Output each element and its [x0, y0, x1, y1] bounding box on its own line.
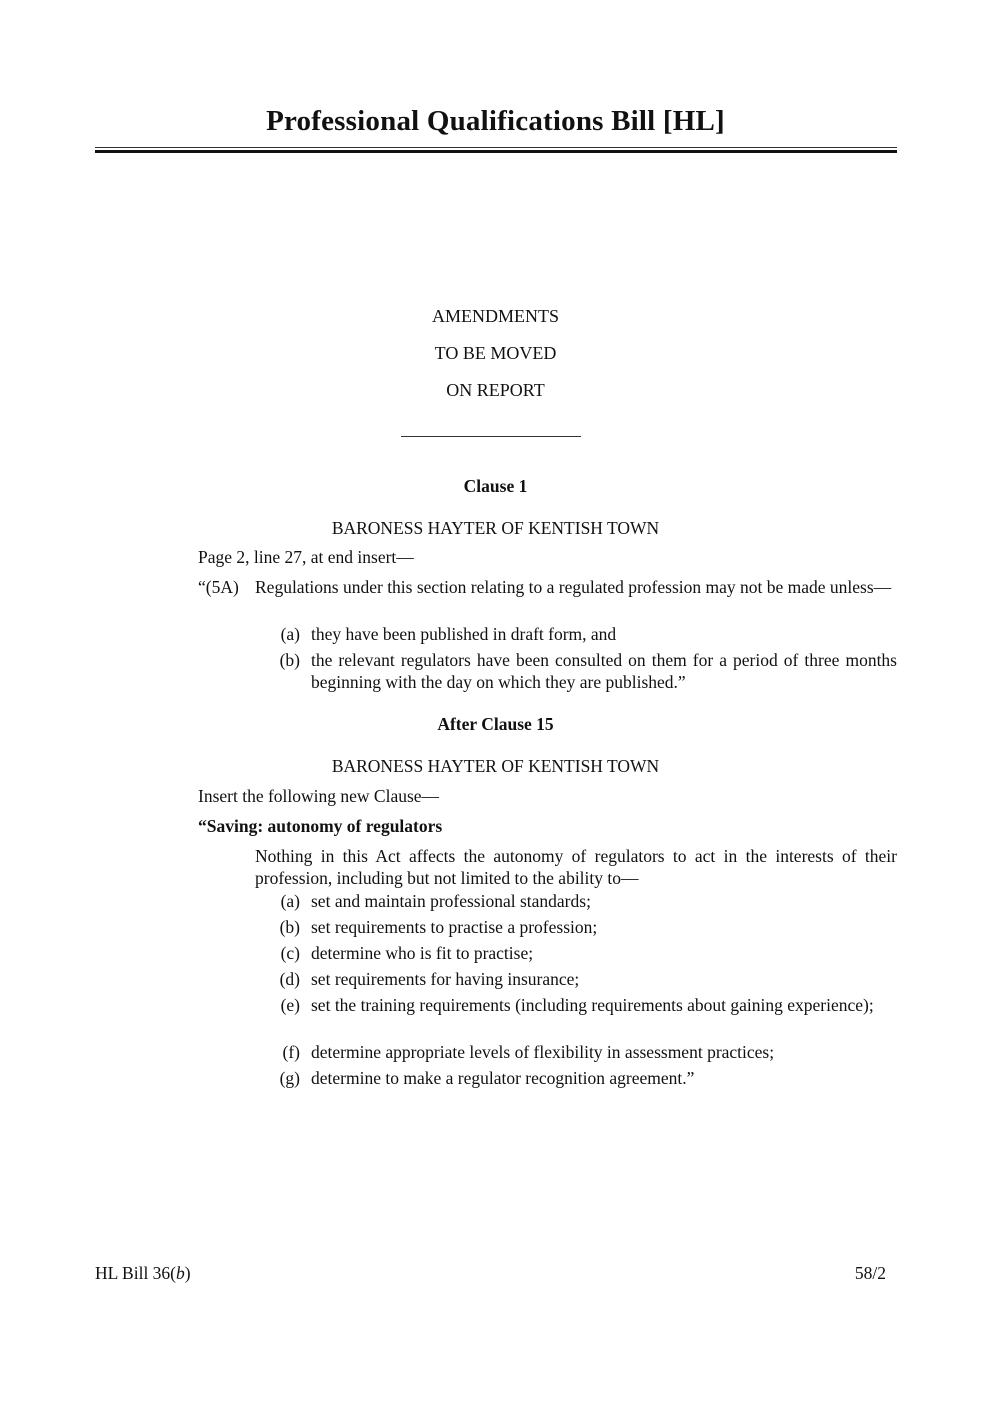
document-title: Professional Qualifications Bill [HL]: [266, 105, 725, 137]
item-label: (g): [279, 1068, 300, 1088]
item-text: determine appropriate levels of flexibility in assessment practices;: [311, 1042, 775, 1062]
new-clause-title: “Saving: autonomy of regulators: [198, 816, 443, 836]
bill-ref-italic: b: [176, 1263, 185, 1283]
member-name: BARONESS HAYTER OF KENTISH TOWN: [331, 518, 660, 538]
item-text: determine who is fit to practise;: [311, 943, 534, 963]
item-text: they have been published in draft form, and: [311, 624, 617, 644]
title-rule-thin: [95, 147, 897, 148]
item-label: (e): [280, 995, 300, 1015]
bill-ref-suffix: ): [184, 1263, 191, 1283]
bill-ref-prefix: HL Bill 36(: [95, 1263, 177, 1283]
heading-line-3: ON REPORT: [446, 380, 545, 400]
item-label: (a): [280, 891, 300, 911]
subsection-text: Regulations under this section relating to a regulated profession may not be made unless—: [255, 577, 892, 597]
section-divider: [401, 436, 581, 437]
item-label: (a): [280, 624, 300, 644]
item-label: (b): [279, 917, 300, 937]
item-text: set requirements for having insurance;: [311, 969, 580, 989]
subsection-label: “(5A): [198, 577, 239, 597]
clause-heading: Clause 1: [463, 476, 528, 496]
item-label: (b): [279, 650, 300, 670]
item-label: (c): [280, 943, 300, 963]
page-reference: 58/2: [854, 1263, 886, 1283]
member-name: BARONESS HAYTER OF KENTISH TOWN: [331, 756, 660, 776]
item-text: determine to make a regulator recognition agreement.”: [311, 1068, 695, 1088]
heading-line-1: AMENDMENTS: [431, 306, 559, 326]
bill-reference: [95, 1262, 191, 1284]
heading-line-2: TO BE MOVED: [434, 343, 557, 363]
item-text: set the training requirements (including requirements about gaining experience);: [311, 995, 874, 1015]
amendment-instruction: Page 2, line 27, at end insert—: [198, 547, 414, 567]
title-rule-thick: [95, 150, 897, 153]
item-label: (f): [282, 1042, 300, 1062]
item-text: set requirements to practise a profession;: [311, 917, 598, 937]
amendment-instruction: Insert the following new Clause—: [198, 786, 440, 806]
item-label: (d): [279, 969, 300, 989]
item-text: set and maintain professional standards;: [311, 891, 591, 911]
clause-heading: After Clause 15: [437, 714, 554, 734]
item-text: the relevant regulators have been consulted on them for a period of three months beginning with the day on which they are published.”: [311, 650, 897, 692]
new-clause-body: Nothing in this Act affects the autonomy of regulators to act in the interests of their profession, including but not limited to the ability to—: [255, 846, 897, 888]
